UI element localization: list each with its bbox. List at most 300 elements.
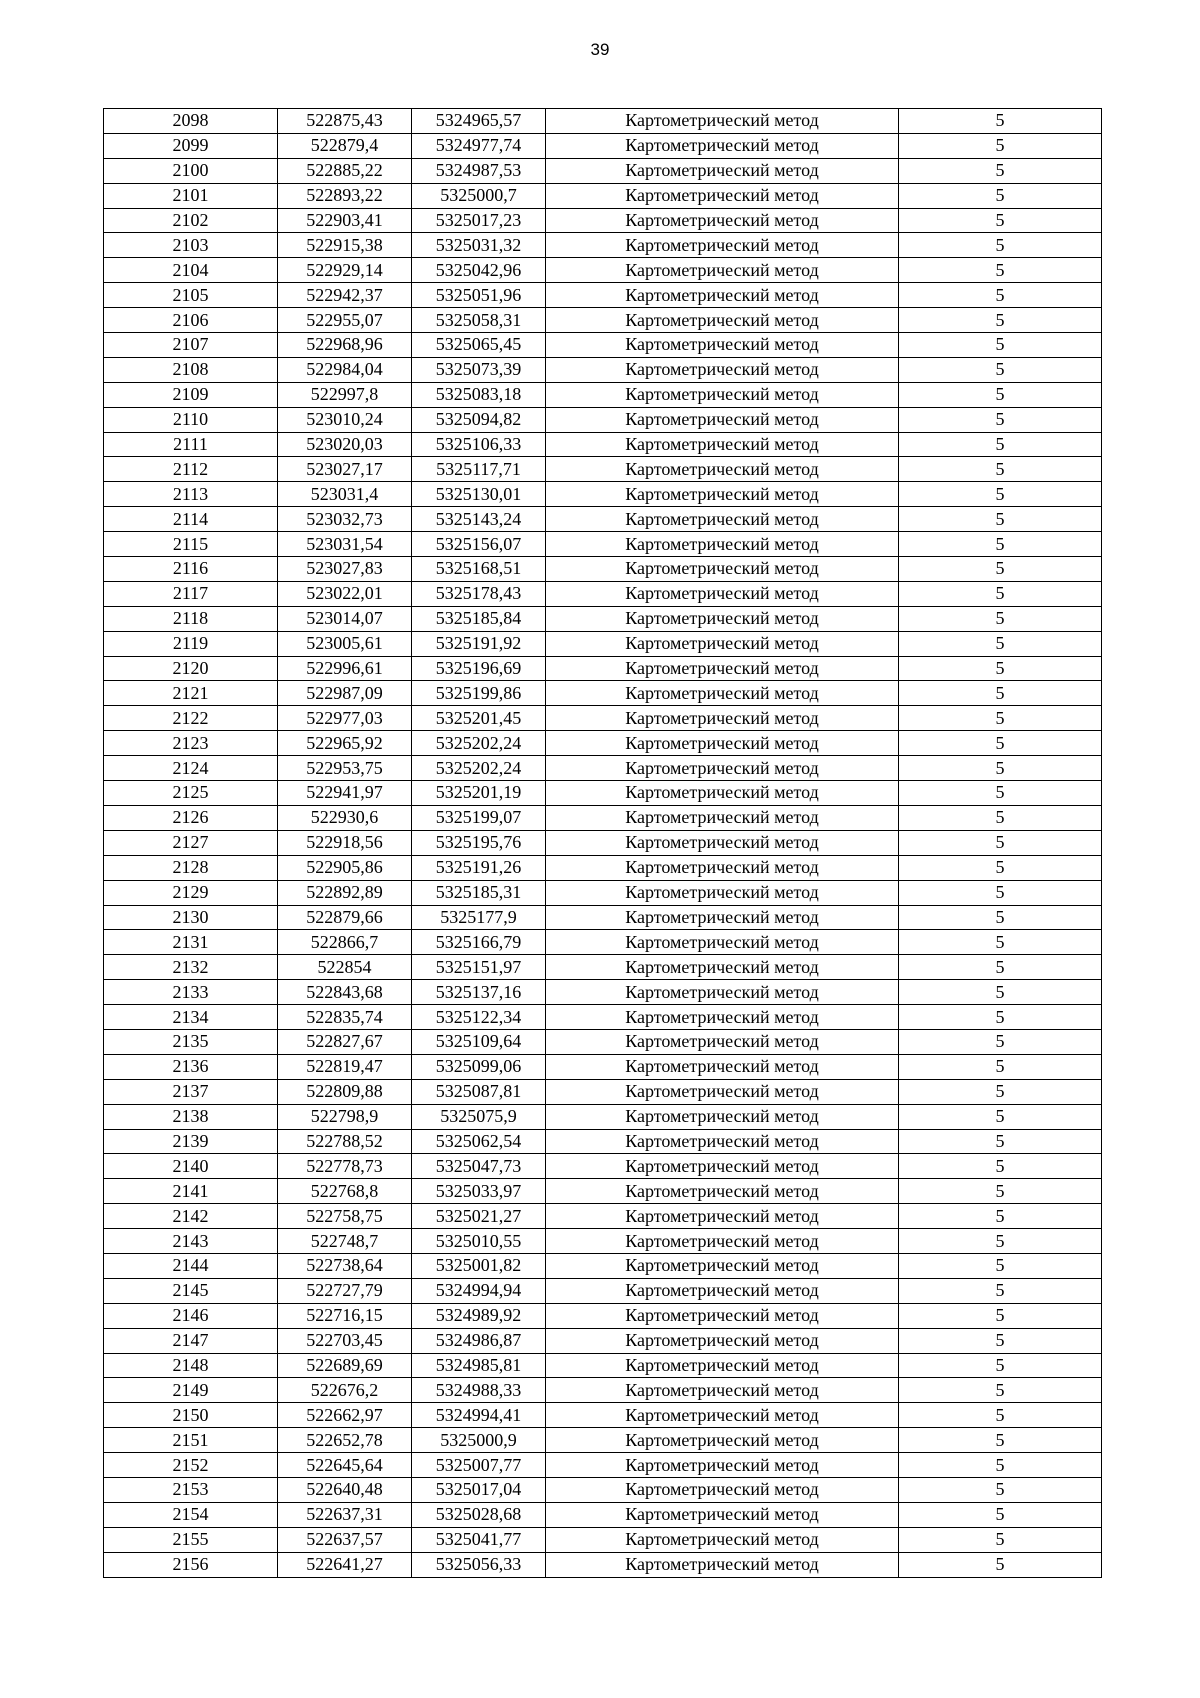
y-coordinate-cell: 5325073,39 bbox=[412, 357, 546, 382]
x-coordinate-cell: 523031,54 bbox=[278, 532, 412, 557]
y-coordinate-cell: 5325191,26 bbox=[412, 855, 546, 880]
y-coordinate-cell: 5325122,34 bbox=[412, 1005, 546, 1030]
accuracy-cell: 5 bbox=[899, 507, 1102, 532]
x-coordinate-cell: 522727,79 bbox=[278, 1278, 412, 1303]
table-row bbox=[104, 1477, 1102, 1502]
x-coordinate-cell: 522953,75 bbox=[278, 756, 412, 781]
accuracy-cell: 5 bbox=[899, 333, 1102, 358]
method-cell: Картометрический метод bbox=[546, 1477, 899, 1502]
table-row bbox=[104, 482, 1102, 507]
point-number-cell: 2115 bbox=[104, 532, 278, 557]
method-cell: Картометрический метод bbox=[546, 1054, 899, 1079]
accuracy-cell: 5 bbox=[899, 830, 1102, 855]
y-coordinate-cell: 5325109,64 bbox=[412, 1029, 546, 1054]
y-coordinate-cell: 5324989,92 bbox=[412, 1303, 546, 1328]
method-cell: Картометрический метод bbox=[546, 1502, 899, 1527]
method-cell: Картометрический метод bbox=[546, 681, 899, 706]
y-coordinate-cell: 5325028,68 bbox=[412, 1502, 546, 1527]
accuracy-cell: 5 bbox=[899, 1353, 1102, 1378]
y-coordinate-cell: 5325202,24 bbox=[412, 731, 546, 756]
accuracy-cell: 5 bbox=[899, 706, 1102, 731]
x-coordinate-cell: 522929,14 bbox=[278, 258, 412, 283]
x-coordinate-cell: 522915,38 bbox=[278, 233, 412, 258]
y-coordinate-cell: 5325166,79 bbox=[412, 930, 546, 955]
y-coordinate-cell: 5325001,82 bbox=[412, 1253, 546, 1278]
x-coordinate-cell: 522843,68 bbox=[278, 980, 412, 1005]
x-coordinate-cell: 522941,97 bbox=[278, 781, 412, 806]
accuracy-cell: 5 bbox=[899, 557, 1102, 582]
table-row bbox=[104, 1328, 1102, 1353]
point-number-cell: 2156 bbox=[104, 1552, 278, 1577]
table-row bbox=[104, 1179, 1102, 1204]
table-row bbox=[104, 656, 1102, 681]
x-coordinate-cell: 522987,09 bbox=[278, 681, 412, 706]
x-coordinate-cell: 522827,67 bbox=[278, 1029, 412, 1054]
x-coordinate-cell: 522645,64 bbox=[278, 1453, 412, 1478]
point-number-cell: 2133 bbox=[104, 980, 278, 1005]
table-row bbox=[104, 407, 1102, 432]
x-coordinate-cell: 522738,64 bbox=[278, 1253, 412, 1278]
point-number-cell: 2139 bbox=[104, 1129, 278, 1154]
accuracy-cell: 5 bbox=[899, 955, 1102, 980]
table-row bbox=[104, 905, 1102, 930]
point-number-cell: 2104 bbox=[104, 258, 278, 283]
table-row bbox=[104, 1378, 1102, 1403]
table-row bbox=[104, 432, 1102, 457]
method-cell: Картометрический метод bbox=[546, 532, 899, 557]
x-coordinate-cell: 522930,6 bbox=[278, 805, 412, 830]
method-cell: Картометрический метод bbox=[546, 457, 899, 482]
table-row bbox=[104, 731, 1102, 756]
table-row bbox=[104, 183, 1102, 208]
point-number-cell: 2153 bbox=[104, 1477, 278, 1502]
y-coordinate-cell: 5324988,33 bbox=[412, 1378, 546, 1403]
y-coordinate-cell: 5324965,57 bbox=[412, 109, 546, 134]
method-cell: Картометрический метод bbox=[546, 158, 899, 183]
table-row bbox=[104, 507, 1102, 532]
y-coordinate-cell: 5325000,9 bbox=[412, 1428, 546, 1453]
table-row bbox=[104, 258, 1102, 283]
point-number-cell: 2114 bbox=[104, 507, 278, 532]
table-row bbox=[104, 855, 1102, 880]
x-coordinate-cell: 522955,07 bbox=[278, 308, 412, 333]
x-coordinate-cell: 522676,2 bbox=[278, 1378, 412, 1403]
method-cell: Картометрический метод bbox=[546, 382, 899, 407]
point-number-cell: 2119 bbox=[104, 631, 278, 656]
table-row bbox=[104, 830, 1102, 855]
table-row bbox=[104, 880, 1102, 905]
x-coordinate-cell: 522997,8 bbox=[278, 382, 412, 407]
y-coordinate-cell: 5325083,18 bbox=[412, 382, 546, 407]
accuracy-cell: 5 bbox=[899, 1303, 1102, 1328]
method-cell: Картометрический метод bbox=[546, 656, 899, 681]
accuracy-cell: 5 bbox=[899, 1005, 1102, 1030]
method-cell: Картометрический метод bbox=[546, 133, 899, 158]
table-row bbox=[104, 930, 1102, 955]
accuracy-cell: 5 bbox=[899, 1403, 1102, 1428]
method-cell: Картометрический метод bbox=[546, 581, 899, 606]
y-coordinate-cell: 5325010,55 bbox=[412, 1229, 546, 1254]
x-coordinate-cell: 523032,73 bbox=[278, 507, 412, 532]
x-coordinate-cell: 523005,61 bbox=[278, 631, 412, 656]
y-coordinate-cell: 5325151,97 bbox=[412, 955, 546, 980]
y-coordinate-cell: 5325137,16 bbox=[412, 980, 546, 1005]
point-number-cell: 2135 bbox=[104, 1029, 278, 1054]
y-coordinate-cell: 5325177,9 bbox=[412, 905, 546, 930]
table-row bbox=[104, 1029, 1102, 1054]
method-cell: Картометрический метод bbox=[546, 880, 899, 905]
method-cell: Картометрический метод bbox=[546, 1278, 899, 1303]
y-coordinate-cell: 5325195,76 bbox=[412, 830, 546, 855]
method-cell: Картометрический метод bbox=[546, 308, 899, 333]
accuracy-cell: 5 bbox=[899, 258, 1102, 283]
point-number-cell: 2146 bbox=[104, 1303, 278, 1328]
table-row bbox=[104, 1054, 1102, 1079]
point-number-cell: 2154 bbox=[104, 1502, 278, 1527]
point-number-cell: 2145 bbox=[104, 1278, 278, 1303]
accuracy-cell: 5 bbox=[899, 1378, 1102, 1403]
method-cell: Картометрический метод bbox=[546, 930, 899, 955]
x-coordinate-cell: 522748,7 bbox=[278, 1229, 412, 1254]
y-coordinate-cell: 5325051,96 bbox=[412, 283, 546, 308]
y-coordinate-cell: 5325021,27 bbox=[412, 1204, 546, 1229]
accuracy-cell: 5 bbox=[899, 1502, 1102, 1527]
y-coordinate-cell: 5325143,24 bbox=[412, 507, 546, 532]
point-number-cell: 2123 bbox=[104, 731, 278, 756]
accuracy-cell: 5 bbox=[899, 855, 1102, 880]
x-coordinate-cell: 522977,03 bbox=[278, 706, 412, 731]
method-cell: Картометрический метод bbox=[546, 706, 899, 731]
point-number-cell: 2109 bbox=[104, 382, 278, 407]
method-cell: Картометрический метод bbox=[546, 258, 899, 283]
y-coordinate-cell: 5325130,01 bbox=[412, 482, 546, 507]
method-cell: Картометрический метод bbox=[546, 1179, 899, 1204]
x-coordinate-cell: 523022,01 bbox=[278, 581, 412, 606]
point-number-cell: 2128 bbox=[104, 855, 278, 880]
y-coordinate-cell: 5325178,43 bbox=[412, 581, 546, 606]
y-coordinate-cell: 5325056,33 bbox=[412, 1552, 546, 1577]
point-number-cell: 2121 bbox=[104, 681, 278, 706]
point-number-cell: 2147 bbox=[104, 1328, 278, 1353]
x-coordinate-cell: 522703,45 bbox=[278, 1328, 412, 1353]
accuracy-cell: 5 bbox=[899, 382, 1102, 407]
point-number-cell: 2100 bbox=[104, 158, 278, 183]
accuracy-cell: 5 bbox=[899, 183, 1102, 208]
accuracy-cell: 5 bbox=[899, 681, 1102, 706]
y-coordinate-cell: 5324986,87 bbox=[412, 1328, 546, 1353]
point-number-cell: 2111 bbox=[104, 432, 278, 457]
y-coordinate-cell: 5325062,54 bbox=[412, 1129, 546, 1154]
accuracy-cell: 5 bbox=[899, 1278, 1102, 1303]
accuracy-cell: 5 bbox=[899, 1229, 1102, 1254]
accuracy-cell: 5 bbox=[899, 1527, 1102, 1552]
method-cell: Картометрический метод bbox=[546, 1129, 899, 1154]
method-cell: Картометрический метод bbox=[546, 557, 899, 582]
point-number-cell: 2131 bbox=[104, 930, 278, 955]
accuracy-cell: 5 bbox=[899, 1204, 1102, 1229]
accuracy-cell: 5 bbox=[899, 1328, 1102, 1353]
x-coordinate-cell: 522637,31 bbox=[278, 1502, 412, 1527]
table-row bbox=[104, 955, 1102, 980]
y-coordinate-cell: 5325058,31 bbox=[412, 308, 546, 333]
y-coordinate-cell: 5325199,07 bbox=[412, 805, 546, 830]
method-cell: Картометрический метод bbox=[546, 1253, 899, 1278]
method-cell: Картометрический метод bbox=[546, 1428, 899, 1453]
x-coordinate-cell: 522637,57 bbox=[278, 1527, 412, 1552]
table-row bbox=[104, 1353, 1102, 1378]
x-coordinate-cell: 523020,03 bbox=[278, 432, 412, 457]
point-number-cell: 2129 bbox=[104, 880, 278, 905]
method-cell: Картометрический метод bbox=[546, 432, 899, 457]
y-coordinate-cell: 5325106,33 bbox=[412, 432, 546, 457]
point-number-cell: 2118 bbox=[104, 606, 278, 631]
method-cell: Картометрический метод bbox=[546, 805, 899, 830]
point-number-cell: 2138 bbox=[104, 1104, 278, 1129]
method-cell: Картометрический метод bbox=[546, 109, 899, 134]
method-cell: Картометрический метод bbox=[546, 183, 899, 208]
point-number-cell: 2101 bbox=[104, 183, 278, 208]
point-number-cell: 2152 bbox=[104, 1453, 278, 1478]
point-number-cell: 2143 bbox=[104, 1229, 278, 1254]
table-row bbox=[104, 581, 1102, 606]
x-coordinate-cell: 522809,88 bbox=[278, 1079, 412, 1104]
table-row bbox=[104, 158, 1102, 183]
point-number-cell: 2099 bbox=[104, 133, 278, 158]
accuracy-cell: 5 bbox=[899, 731, 1102, 756]
accuracy-cell: 5 bbox=[899, 283, 1102, 308]
accuracy-cell: 5 bbox=[899, 1079, 1102, 1104]
table-row bbox=[104, 308, 1102, 333]
y-coordinate-cell: 5325000,7 bbox=[412, 183, 546, 208]
accuracy-cell: 5 bbox=[899, 1054, 1102, 1079]
y-coordinate-cell: 5324985,81 bbox=[412, 1353, 546, 1378]
method-cell: Картометрический метод bbox=[546, 781, 899, 806]
table-row bbox=[104, 133, 1102, 158]
x-coordinate-cell: 522892,89 bbox=[278, 880, 412, 905]
method-cell: Картометрический метод bbox=[546, 233, 899, 258]
method-cell: Картометрический метод bbox=[546, 1552, 899, 1577]
accuracy-cell: 5 bbox=[899, 1428, 1102, 1453]
x-coordinate-cell: 523031,4 bbox=[278, 482, 412, 507]
x-coordinate-cell: 523014,07 bbox=[278, 606, 412, 631]
accuracy-cell: 5 bbox=[899, 756, 1102, 781]
table-row bbox=[104, 357, 1102, 382]
table-row bbox=[104, 233, 1102, 258]
x-coordinate-cell: 522984,04 bbox=[278, 357, 412, 382]
x-coordinate-cell: 522778,73 bbox=[278, 1154, 412, 1179]
y-coordinate-cell: 5325075,9 bbox=[412, 1104, 546, 1129]
x-coordinate-cell: 523027,83 bbox=[278, 557, 412, 582]
y-coordinate-cell: 5324994,41 bbox=[412, 1403, 546, 1428]
y-coordinate-cell: 5324977,74 bbox=[412, 133, 546, 158]
method-cell: Картометрический метод bbox=[546, 333, 899, 358]
point-number-cell: 2137 bbox=[104, 1079, 278, 1104]
table-row bbox=[104, 1552, 1102, 1577]
point-number-cell: 2132 bbox=[104, 955, 278, 980]
table-row bbox=[104, 706, 1102, 731]
point-number-cell: 2150 bbox=[104, 1403, 278, 1428]
y-coordinate-cell: 5325191,92 bbox=[412, 631, 546, 656]
y-coordinate-cell: 5324987,53 bbox=[412, 158, 546, 183]
method-cell: Картометрический метод bbox=[546, 357, 899, 382]
y-coordinate-cell: 5325042,96 bbox=[412, 258, 546, 283]
point-number-cell: 2124 bbox=[104, 756, 278, 781]
y-coordinate-cell: 5324994,94 bbox=[412, 1278, 546, 1303]
y-coordinate-cell: 5325041,77 bbox=[412, 1527, 546, 1552]
coordinates-table bbox=[103, 108, 1102, 1578]
y-coordinate-cell: 5325202,24 bbox=[412, 756, 546, 781]
x-coordinate-cell: 522996,61 bbox=[278, 656, 412, 681]
method-cell: Картометрический метод bbox=[546, 1303, 899, 1328]
accuracy-cell: 5 bbox=[899, 233, 1102, 258]
y-coordinate-cell: 5325017,04 bbox=[412, 1477, 546, 1502]
accuracy-cell: 5 bbox=[899, 457, 1102, 482]
point-number-cell: 2103 bbox=[104, 233, 278, 258]
point-number-cell: 2106 bbox=[104, 308, 278, 333]
accuracy-cell: 5 bbox=[899, 532, 1102, 557]
table-row bbox=[104, 557, 1102, 582]
accuracy-cell: 5 bbox=[899, 581, 1102, 606]
table-row bbox=[104, 1005, 1102, 1030]
table-row bbox=[104, 532, 1102, 557]
accuracy-cell: 5 bbox=[899, 482, 1102, 507]
point-number-cell: 2149 bbox=[104, 1378, 278, 1403]
accuracy-cell: 5 bbox=[899, 1477, 1102, 1502]
x-coordinate-cell: 522689,69 bbox=[278, 1353, 412, 1378]
table-row bbox=[104, 1204, 1102, 1229]
accuracy-cell: 5 bbox=[899, 158, 1102, 183]
x-coordinate-cell: 522640,48 bbox=[278, 1477, 412, 1502]
method-cell: Картометрический метод bbox=[546, 1403, 899, 1428]
point-number-cell: 2155 bbox=[104, 1527, 278, 1552]
x-coordinate-cell: 523027,17 bbox=[278, 457, 412, 482]
y-coordinate-cell: 5325031,32 bbox=[412, 233, 546, 258]
method-cell: Картометрический метод bbox=[546, 731, 899, 756]
accuracy-cell: 5 bbox=[899, 656, 1102, 681]
point-number-cell: 2120 bbox=[104, 656, 278, 681]
table-row bbox=[104, 1403, 1102, 1428]
x-coordinate-cell: 522716,15 bbox=[278, 1303, 412, 1328]
x-coordinate-cell: 522942,37 bbox=[278, 283, 412, 308]
x-coordinate-cell: 522662,97 bbox=[278, 1403, 412, 1428]
table-row bbox=[104, 1502, 1102, 1527]
x-coordinate-cell: 522652,78 bbox=[278, 1428, 412, 1453]
x-coordinate-cell: 523010,24 bbox=[278, 407, 412, 432]
point-number-cell: 2108 bbox=[104, 357, 278, 382]
x-coordinate-cell: 522905,86 bbox=[278, 855, 412, 880]
x-coordinate-cell: 522875,43 bbox=[278, 109, 412, 134]
method-cell: Картометрический метод bbox=[546, 482, 899, 507]
method-cell: Картометрический метод bbox=[546, 1104, 899, 1129]
table-row bbox=[104, 1278, 1102, 1303]
y-coordinate-cell: 5325117,71 bbox=[412, 457, 546, 482]
point-number-cell: 2127 bbox=[104, 830, 278, 855]
table-row bbox=[104, 1154, 1102, 1179]
method-cell: Картометрический метод bbox=[546, 407, 899, 432]
page-number: 39 bbox=[590, 40, 610, 59]
accuracy-cell: 5 bbox=[899, 905, 1102, 930]
accuracy-cell: 5 bbox=[899, 432, 1102, 457]
x-coordinate-cell: 522788,52 bbox=[278, 1129, 412, 1154]
accuracy-cell: 5 bbox=[899, 1154, 1102, 1179]
method-cell: Картометрический метод bbox=[546, 1204, 899, 1229]
table-row bbox=[104, 1229, 1102, 1254]
y-coordinate-cell: 5325099,06 bbox=[412, 1054, 546, 1079]
x-coordinate-cell: 522758,75 bbox=[278, 1204, 412, 1229]
accuracy-cell: 5 bbox=[899, 1129, 1102, 1154]
accuracy-cell: 5 bbox=[899, 1104, 1102, 1129]
method-cell: Картометрический метод bbox=[546, 980, 899, 1005]
table-row bbox=[104, 681, 1102, 706]
accuracy-cell: 5 bbox=[899, 606, 1102, 631]
accuracy-cell: 5 bbox=[899, 631, 1102, 656]
table-row bbox=[104, 283, 1102, 308]
table-row bbox=[104, 457, 1102, 482]
accuracy-cell: 5 bbox=[899, 109, 1102, 134]
y-coordinate-cell: 5325033,97 bbox=[412, 1179, 546, 1204]
method-cell: Картометрический метод bbox=[546, 631, 899, 656]
method-cell: Картометрический метод bbox=[546, 955, 899, 980]
method-cell: Картометрический метод bbox=[546, 1378, 899, 1403]
y-coordinate-cell: 5325199,86 bbox=[412, 681, 546, 706]
method-cell: Картометрический метод bbox=[546, 1453, 899, 1478]
y-coordinate-cell: 5325201,45 bbox=[412, 706, 546, 731]
y-coordinate-cell: 5325007,77 bbox=[412, 1453, 546, 1478]
method-cell: Картометрический метод bbox=[546, 756, 899, 781]
x-coordinate-cell: 522968,96 bbox=[278, 333, 412, 358]
table-row bbox=[104, 781, 1102, 806]
point-number-cell: 2134 bbox=[104, 1005, 278, 1030]
x-coordinate-cell: 522893,22 bbox=[278, 183, 412, 208]
method-cell: Картометрический метод bbox=[546, 855, 899, 880]
point-number-cell: 2125 bbox=[104, 781, 278, 806]
x-coordinate-cell: 522768,8 bbox=[278, 1179, 412, 1204]
method-cell: Картометрический метод bbox=[546, 1005, 899, 1030]
accuracy-cell: 5 bbox=[899, 930, 1102, 955]
x-coordinate-cell: 522819,47 bbox=[278, 1054, 412, 1079]
table-row bbox=[104, 1428, 1102, 1453]
table-row bbox=[104, 1253, 1102, 1278]
method-cell: Картометрический метод bbox=[546, 830, 899, 855]
table-row bbox=[104, 756, 1102, 781]
point-number-cell: 2130 bbox=[104, 905, 278, 930]
x-coordinate-cell: 522835,74 bbox=[278, 1005, 412, 1030]
y-coordinate-cell: 5325185,31 bbox=[412, 880, 546, 905]
x-coordinate-cell: 522879,66 bbox=[278, 905, 412, 930]
accuracy-cell: 5 bbox=[899, 208, 1102, 233]
x-coordinate-cell: 522641,27 bbox=[278, 1552, 412, 1577]
accuracy-cell: 5 bbox=[899, 1453, 1102, 1478]
point-number-cell: 2140 bbox=[104, 1154, 278, 1179]
method-cell: Картометрический метод bbox=[546, 507, 899, 532]
y-coordinate-cell: 5325185,84 bbox=[412, 606, 546, 631]
method-cell: Картометрический метод bbox=[546, 1527, 899, 1552]
method-cell: Картометрический метод bbox=[546, 1353, 899, 1378]
table-row bbox=[104, 1079, 1102, 1104]
table-row bbox=[104, 109, 1102, 134]
accuracy-cell: 5 bbox=[899, 781, 1102, 806]
table-row bbox=[104, 333, 1102, 358]
table-row bbox=[104, 382, 1102, 407]
accuracy-cell: 5 bbox=[899, 980, 1102, 1005]
accuracy-cell: 5 bbox=[899, 407, 1102, 432]
accuracy-cell: 5 bbox=[899, 357, 1102, 382]
method-cell: Картометрический метод bbox=[546, 208, 899, 233]
point-number-cell: 2151 bbox=[104, 1428, 278, 1453]
point-number-cell: 2107 bbox=[104, 333, 278, 358]
point-number-cell: 2126 bbox=[104, 805, 278, 830]
x-coordinate-cell: 522866,7 bbox=[278, 930, 412, 955]
